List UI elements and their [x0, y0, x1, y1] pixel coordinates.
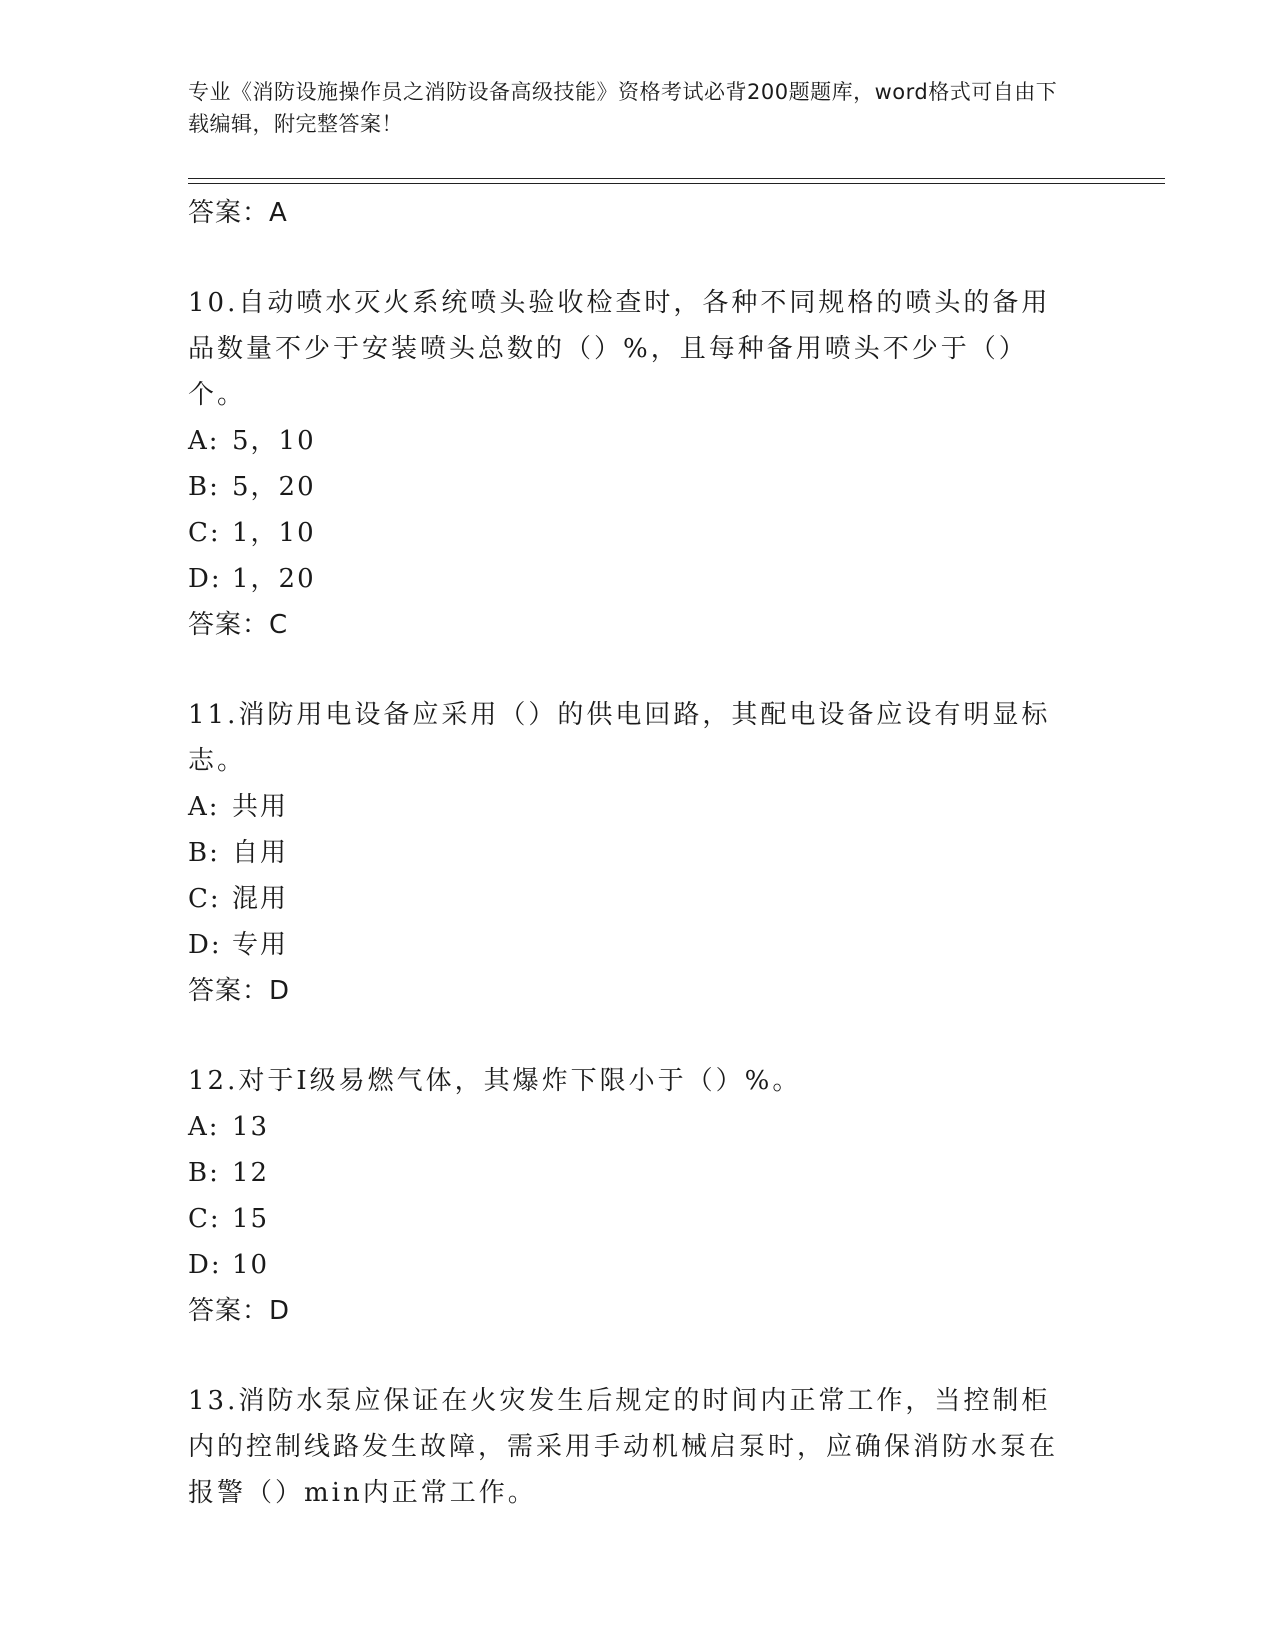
header-rule-top: [188, 178, 1165, 179]
answer-line: 答案：D: [188, 976, 291, 1006]
option-value: 1，20: [232, 564, 316, 594]
option-value: 自用: [232, 838, 289, 868]
question-12: [188, 1058, 1078, 1334]
answer-line: 答案：D: [188, 1296, 291, 1326]
question-list: [188, 190, 1078, 1516]
option-value: 混用: [232, 884, 289, 914]
option-key: B:: [188, 472, 220, 502]
option-value: 专用: [232, 930, 289, 960]
option-value: 1，10: [232, 518, 316, 548]
option-key: D:: [188, 930, 222, 960]
question-13: [188, 1378, 1078, 1516]
answer-line: 答案：A: [188, 198, 288, 228]
question-10: [188, 280, 1078, 648]
option-key: C:: [188, 518, 221, 548]
question-text: 10.自动喷水灭火系统喷头验收检查时，各种不同规格的喷头的备用品数量不少于安装喷头总数的（）%，且每种备用喷头不少于（）个。: [188, 288, 1051, 410]
option-key: C:: [188, 884, 221, 914]
option-d: [188, 556, 1078, 602]
option-c: [188, 1196, 1078, 1242]
document-header: [188, 76, 1068, 140]
answer-line: 答案：C: [188, 610, 289, 640]
option-c: [188, 876, 1078, 922]
option-d: [188, 922, 1078, 968]
option-a: [188, 1104, 1078, 1150]
option-key: A:: [188, 426, 220, 456]
question-text: 13.消防水泵应保证在火灾发生后规定的时间内正常工作，当控制柜内的控制线路发生故障，需采用手动机械启泵时，应确保消防水泵在报警（）min内正常工作。: [188, 1386, 1059, 1508]
option-value: 5，20: [232, 472, 316, 502]
option-key: D:: [188, 564, 222, 594]
option-value: 15: [232, 1204, 270, 1234]
header-rule-bottom: [188, 183, 1165, 184]
header-text: 专业《消防设施操作员之消防设备高级技能》资格考试必背200题题库，word格式可自由下载编辑，附完整答案！: [188, 80, 1058, 136]
option-b: [188, 830, 1078, 876]
option-a: [188, 418, 1078, 464]
question-text: 11.消防用电设备应采用（）的供电回路，其配电设备应设有明显标志。: [188, 700, 1051, 776]
option-value: 10: [232, 1250, 270, 1280]
option-key: A:: [188, 792, 220, 822]
question-text: 12.对于Ⅰ级易燃气体，其爆炸下限小于（）%。: [188, 1066, 802, 1096]
option-value: 共用: [232, 792, 289, 822]
option-value: 5，10: [232, 426, 316, 456]
option-c: [188, 510, 1078, 556]
option-b: [188, 464, 1078, 510]
option-key: A:: [188, 1112, 220, 1142]
option-d: [188, 1242, 1078, 1288]
option-key: C:: [188, 1204, 221, 1234]
option-value: 13: [232, 1112, 270, 1142]
option-value: 12: [232, 1158, 270, 1188]
option-key: D:: [188, 1250, 222, 1280]
option-key: B:: [188, 838, 220, 868]
option-b: [188, 1150, 1078, 1196]
question-11: [188, 692, 1078, 1014]
option-a: [188, 784, 1078, 830]
option-key: B:: [188, 1158, 220, 1188]
